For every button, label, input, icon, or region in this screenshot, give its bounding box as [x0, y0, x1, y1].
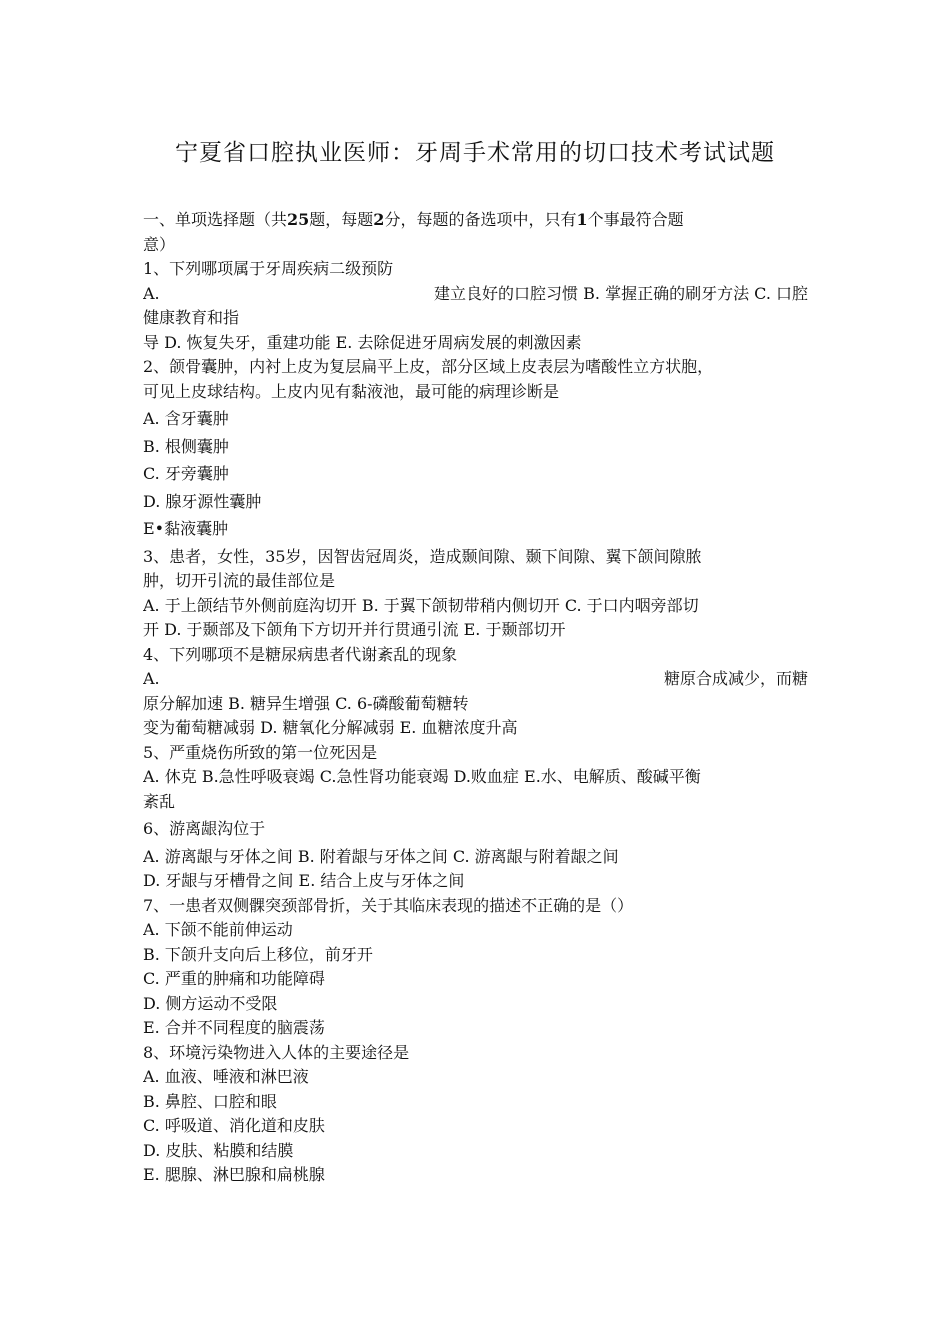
question-8-option: B. 鼻腔、口腔和眼 [143, 1091, 277, 1111]
section-heading-text: 分，每题的备选项中，只有 [384, 210, 577, 229]
answer-count: 1 [576, 210, 588, 229]
question-4-options-line [143, 667, 808, 692]
question-3-stem: 3、患者，女性，35岁，因智齿冠周炎，造成颞间隙、颞下间隙、翼下颌间隙脓 [143, 546, 702, 566]
section-heading-line2: 意） [143, 234, 176, 254]
question-1-stem: 1、下列哪项属于牙周疾病二级预防 [143, 259, 394, 278]
question-2-stem: 2、颌骨囊肿，内衬上皮为复层扁平上皮，部分区域上皮表层为嗜酸性立方状胞， [143, 357, 714, 376]
question-6-options-line: D. 牙龈与牙槽骨之间 E. 结合上皮与牙体之间 [143, 871, 465, 890]
question-7-stem: 7、一患者双侧髁突颈部骨折，关于其临床表现的描述不正确的是（） [143, 895, 634, 915]
question-2-option: D. 腺牙源性囊肿 [143, 491, 262, 511]
question-5-options-line: 紊乱 [143, 791, 176, 811]
option-label: A. [143, 669, 160, 688]
question-7-option: D. 侧方运动不受限 [143, 993, 278, 1013]
question-6-stem: 6、游离龈沟位于 [143, 819, 266, 838]
question-2-stem: 可见上皮球结构。上皮内见有黏液池，最可能的病理诊断是 [143, 381, 560, 401]
question-5-stem: 5、严重烧伤所致的第一位死因是 [143, 742, 378, 762]
question-2-option: B. 根侧囊肿 [143, 436, 229, 456]
section-heading-text: 个事最符合题 [587, 210, 684, 229]
question-7-option: C. 严重的肿痛和功能障碍 [143, 969, 325, 988]
page-title: 宁夏省口腔执业医师：牙周手术常用的切口技术考试试题 [175, 140, 775, 166]
section-heading-text: 题，每题 [309, 210, 374, 229]
question-3-options-line: A. 于上颌结节外侧前庭沟切开 B. 于翼下颌韧带稍内侧切开 C. 于口内咽旁部切 [143, 595, 699, 615]
question-7-option: B. 下颌升支向后上移位，前牙开 [143, 944, 373, 964]
question-count: 25 [287, 210, 310, 229]
question-1-options-line: 健康教育和指 [143, 308, 240, 327]
question-8-option: A. 血液、唾液和淋巴液 [143, 1067, 309, 1086]
question-8-option: C. 呼吸道、消化道和皮肤 [143, 1116, 325, 1135]
question-4-options-line: 变为葡萄糖减弱 D. 糖氧化分解减弱 E. 血糖浓度升高 [143, 718, 518, 737]
document-body [143, 208, 808, 1188]
question-7-option: A. 下颌不能前伸运动 [143, 920, 293, 939]
question-8-option: D. 皮肤、粘膜和结膜 [143, 1140, 294, 1160]
option-label: A. [143, 283, 160, 303]
question-3-options-line: 开 D. 于颞部及下颌角下方切开并行贯通引流 E. 于颞部切开 [143, 620, 566, 639]
question-2-option: C. 牙旁囊肿 [143, 464, 229, 483]
question-2-option: A. 含牙囊肿 [143, 409, 229, 428]
question-7-option: E. 合并不同程度的脑震荡 [143, 1018, 325, 1037]
question-8-option: E. 腮腺、淋巴腺和扁桃腺 [143, 1165, 325, 1184]
question-4-stem: 4、下列哪项不是糖尿病患者代谢紊乱的现象 [143, 644, 458, 664]
points-per-question: 2 [373, 210, 385, 229]
option-text: 建立良好的口腔习惯 B. 掌握正确的刷牙方法 C. 口腔 [434, 283, 808, 303]
question-6-options-line: A. 游离龈与牙体之间 B. 附着龈与牙体之间 C. 游离龈与附着龈之间 [143, 846, 619, 866]
question-3-stem: 肿，切开引流的最佳部位是 [143, 571, 336, 590]
question-4-options-line: 原分解加速 B. 糖异生增强 C. 6-磷酸葡萄糖转 [143, 693, 469, 713]
question-8-stem: 8、环境污染物进入人体的主要途径是 [143, 1042, 410, 1062]
question-2-option: E•黏液囊肿 [143, 519, 229, 538]
question-1-options-line: 导 D. 恢复失牙，重建功能 E. 去除促进牙周病发展的刺激因素 [143, 332, 582, 352]
section-heading-line1 [143, 208, 808, 233]
question-5-options-line: A. 休克 B.急性呼吸衰竭 C.急性肾功能衰竭 D.败血症 E.水、电解质、酸碱平衡 [143, 767, 701, 786]
question-1-options-line [143, 282, 808, 307]
section-heading-text: 一、单项选择题（共 [143, 210, 288, 229]
option-text: 糖原合成减少，而糖 [663, 669, 808, 688]
